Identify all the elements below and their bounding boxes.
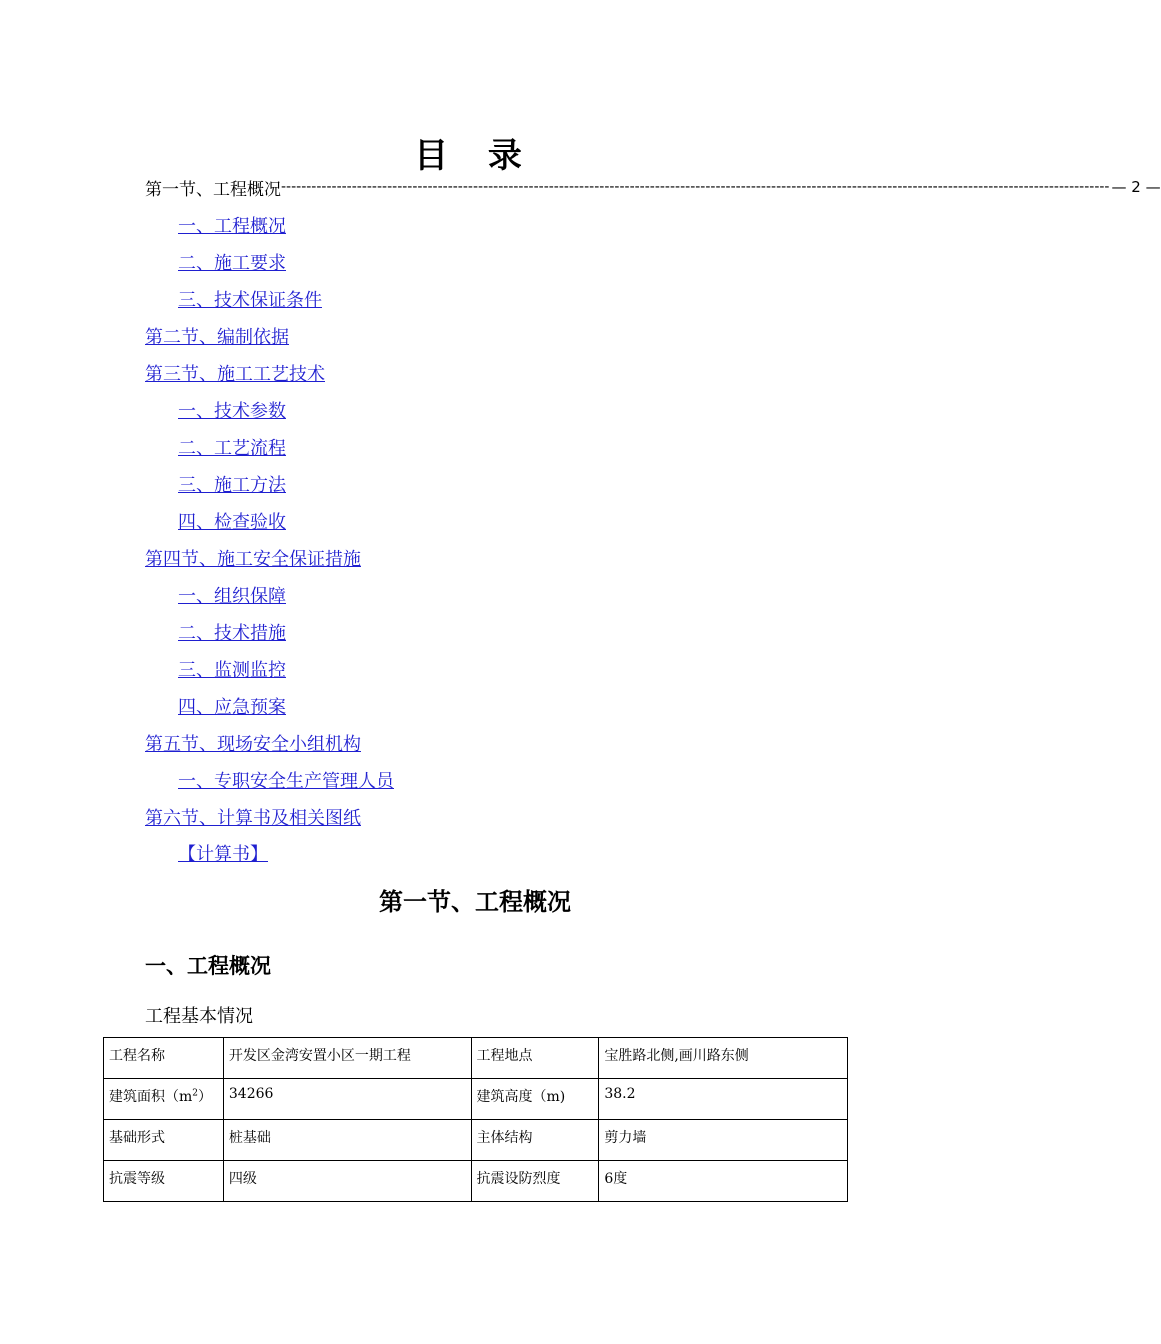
table-cell-label: 基础形式	[104, 1120, 224, 1161]
toc-link-section-6[interactable]: 第六节、计算书及相关图纸	[145, 808, 361, 829]
subsection-title: 一、工程概况	[145, 954, 271, 978]
table-cell-value: 四级	[223, 1161, 471, 1202]
table-row	[104, 1038, 848, 1079]
toc-link-emergency-plan[interactable]: 四、应急预案	[178, 697, 286, 718]
table-cell-value: 宝胜路北侧,画川路东侧	[599, 1038, 848, 1079]
toc-link-section-2[interactable]: 第二节、编制依据	[145, 327, 289, 348]
toc-entry-label: 第一节、工程概况	[145, 179, 281, 200]
area-unit-superscript: 2	[192, 1088, 199, 1099]
toc-link-monitoring[interactable]: 三、监测监控	[178, 660, 286, 681]
toc-link-construction-requirements[interactable]: 二、施工要求	[178, 253, 286, 274]
toc-entry-section-1[interactable]	[145, 176, 1161, 200]
table-cell-value: 剪力墙	[599, 1120, 848, 1161]
table-cell-label: 建筑高度（m)	[471, 1079, 599, 1120]
toc-link-calculation-book[interactable]: 【计算书】	[178, 844, 268, 865]
toc-title: 目 录	[414, 136, 536, 176]
table-cell-value: 6度	[599, 1161, 848, 1202]
project-info-table	[103, 1037, 848, 1202]
table-row	[104, 1079, 848, 1120]
table-cell-value: 开发区金湾安置小区一期工程	[223, 1038, 471, 1079]
table-cell-label: 抗震设防烈度	[471, 1161, 599, 1202]
table-cell-label: 抗震等级	[104, 1161, 224, 1202]
toc-link-section-5[interactable]: 第五节、现场安全小组机构	[145, 734, 361, 755]
toc-link-technical-parameters[interactable]: 一、技术参数	[178, 401, 286, 422]
area-label-text: 建筑面积（m	[109, 1089, 193, 1105]
toc-link-process-flow[interactable]: 二、工艺流程	[178, 438, 286, 459]
table-row	[104, 1161, 848, 1202]
toc-link-section-4[interactable]: 第四节、施工安全保证措施	[145, 549, 361, 570]
toc-link-inspection-acceptance[interactable]: 四、检查验收	[178, 512, 286, 533]
toc-link-engineering-overview[interactable]: 一、工程概况	[178, 216, 286, 237]
table-cell-value: 桩基础	[223, 1120, 471, 1161]
table-cell-label	[104, 1079, 224, 1120]
toc-link-section-3[interactable]: 第三节、施工工艺技术	[145, 364, 325, 385]
area-label-close: ）	[198, 1089, 213, 1105]
table-cell-label: 工程地点	[471, 1038, 599, 1079]
toc-link-construction-method[interactable]: 三、施工方法	[178, 475, 286, 496]
table-caption: 工程基本情况	[145, 1006, 253, 1027]
toc-dot-leader: --------------------------------------------------------------------------------------------------------------------------------------------------------------------	[281, 179, 1110, 195]
toc-link-technical-measures[interactable]: 二、技术措施	[178, 623, 286, 644]
table-row	[104, 1120, 848, 1161]
table-cell-label: 主体结构	[471, 1120, 599, 1161]
toc-link-organization-guarantee[interactable]: 一、组织保障	[178, 586, 286, 607]
section-title: 第一节、工程概况	[379, 888, 571, 916]
toc-link-safety-personnel[interactable]: 一、专职安全生产管理人员	[178, 771, 394, 792]
table-cell-value: 34266	[223, 1079, 471, 1120]
toc-page-number: — 2 —	[1111, 178, 1161, 196]
toc-link-technical-guarantee[interactable]: 三、技术保证条件	[178, 290, 322, 311]
table-cell-label: 工程名称	[104, 1038, 224, 1079]
table-cell-value: 38.2	[599, 1079, 848, 1120]
